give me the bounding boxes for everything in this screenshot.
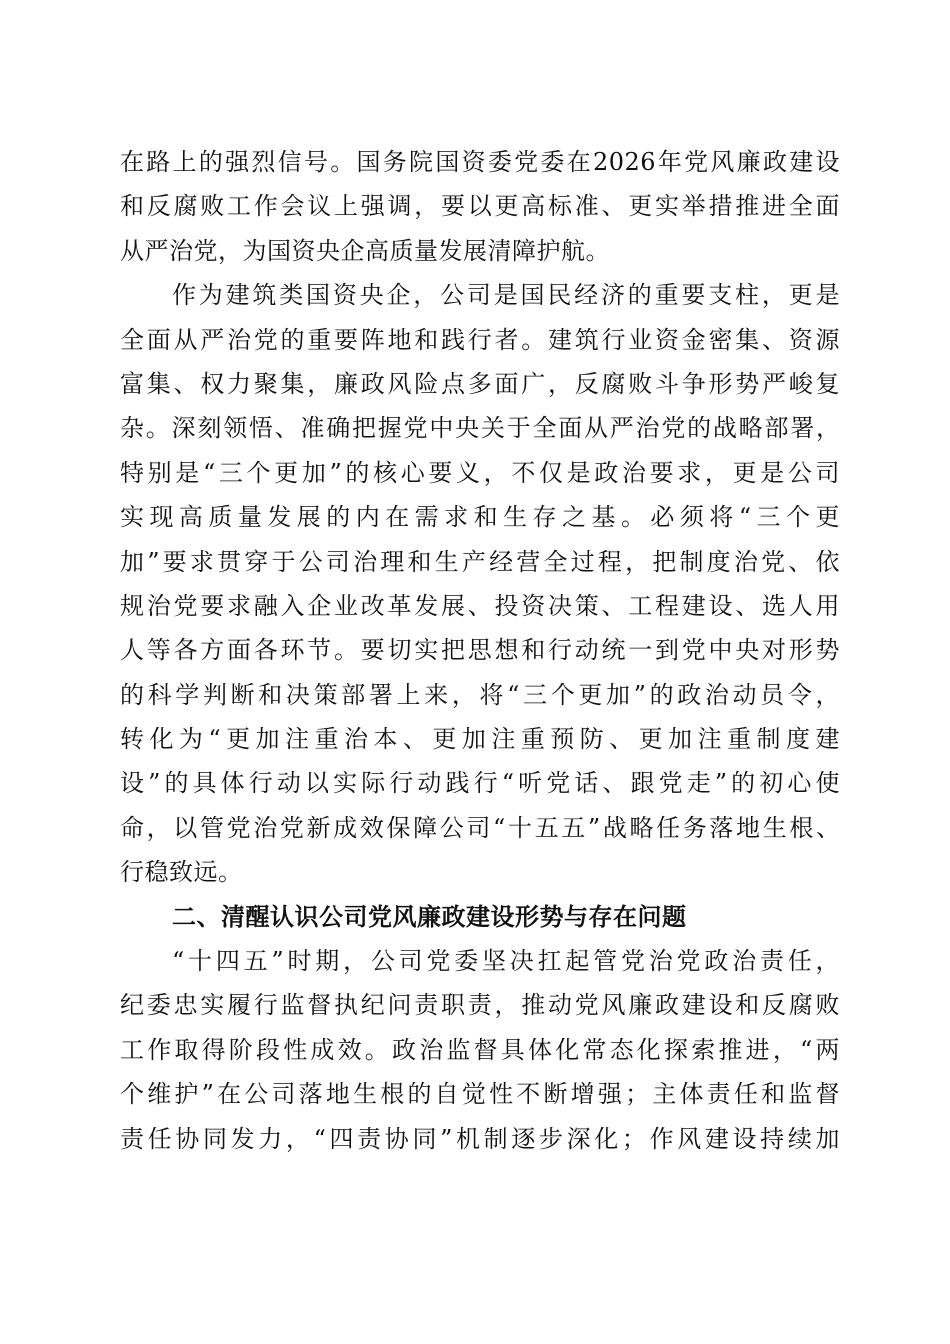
paragraph-line: 从严治党，为国资央企高质量发展清障护航。 — [120, 236, 610, 265]
paragraph-line: 个维护”在公司落地生根的自觉性不断增强；主体责任和监督 — [120, 1080, 840, 1109]
paragraph-line: “十四五”时期，公司党委坚决扛起管党治党政治责任， — [172, 947, 840, 976]
paragraph-line: 实现高质量发展的内在需求和生存之基。必须将“三个更 — [120, 503, 840, 532]
paragraph-line: 工作取得阶段性成效。政治监督具体化常态化探索推进，“两 — [120, 1035, 840, 1064]
paragraph-line: 在路上的强烈信号。国务院国资委党委在2026年党风廉政建设 — [120, 148, 840, 176]
paragraph-line: 命，以管党治党新成效保障公司“十五五”战略任务落地生根、 — [120, 813, 840, 842]
document-body — [120, 140, 840, 1161]
paragraph-line: 特别是“三个更加”的核心要义，不仅是政治要求，更是公司 — [120, 458, 840, 487]
paragraph-line: 设”的具体行动以实际行动践行“听党话、跟党走”的初心使 — [120, 769, 840, 798]
paragraph-line: 的科学判断和决策部署上来，将“三个更加”的政治动员令， — [120, 680, 840, 709]
paragraph-line: 人等各方面各环节。要切实把思想和行动统一到党中央对形势 — [120, 636, 840, 665]
section-heading: 二、清醒认识公司党风廉政建设形势与存在问题 — [172, 902, 687, 931]
paragraph-line: 作为建筑类国资央企，公司是国民经济的重要支柱，更是 — [172, 281, 840, 310]
paragraph-line: 纪委忠实履行监督执纪问责职责，推动党风廉政建设和反腐败 — [120, 991, 840, 1020]
paragraph-line: 转化为“更加注重治本、更加注重预防、更加注重制度建 — [120, 725, 840, 754]
paragraph-line: 杂。深刻领悟、准确把握党中央关于全面从严治党的战略部署， — [120, 414, 840, 443]
paragraph-line: 责任协同发力，“四责协同”机制逐步深化；作风建设持续加 — [120, 1124, 840, 1153]
paragraph-line: 富集、权力聚集，廉政风险点多面广，反腐败斗争形势严峻复 — [120, 369, 840, 398]
paragraph-line: 和反腐败工作会议上强调，要以更高标准、更实举措推进全面 — [120, 192, 840, 221]
paragraph-line: 行稳致远。 — [120, 858, 243, 887]
paragraph-line: 规治党要求融入企业改革发展、投资决策、工程建设、选人用 — [120, 591, 840, 620]
paragraph-line: 加”要求贯穿于公司治理和生产经营全过程，把制度治党、依 — [120, 547, 840, 576]
paragraph-line: 全面从严治党的重要阵地和践行者。建筑行业资金密集、资源 — [120, 325, 840, 354]
